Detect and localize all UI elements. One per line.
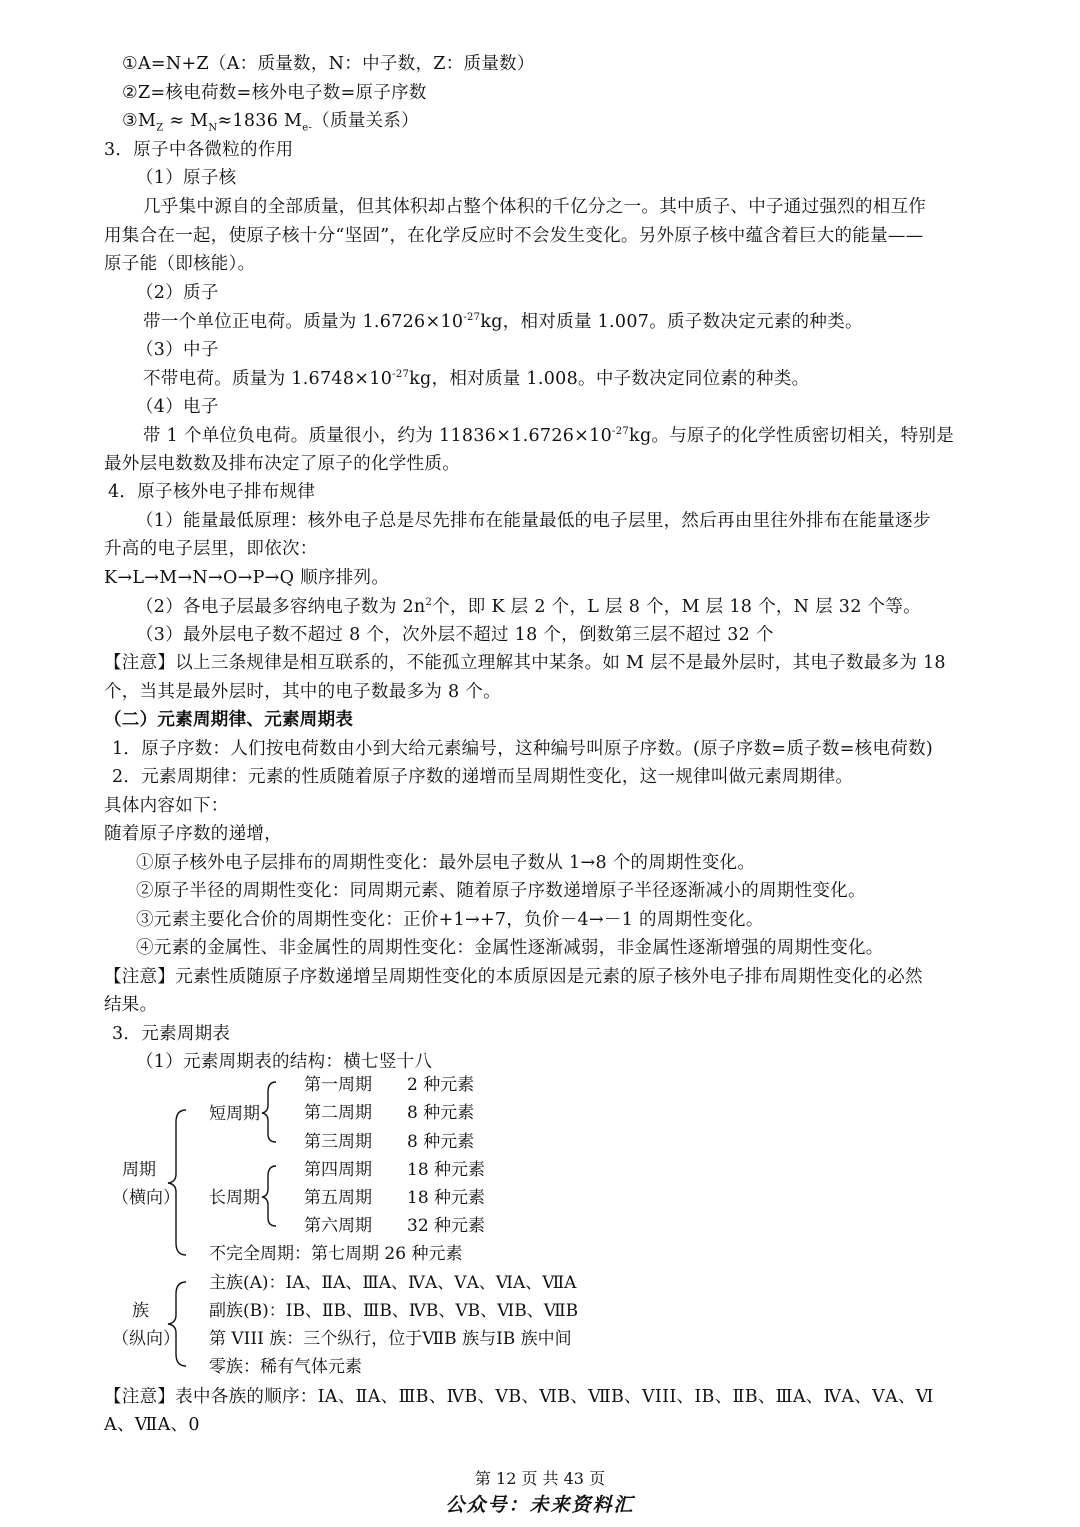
text-line: 几乎集中源自的全部质量，但其体积却占整个体积的千亿分之一。其中质子、中子通过强烈的相互作 — [143, 197, 927, 217]
group-row: 第 VIII 族：三个纵行，位于ⅦB 族与ⅠB 族中间 — [209, 1329, 572, 1349]
text-span: 带 1 个单位负电荷。质量很小，约为 11836×1.6726×10 — [143, 425, 613, 446]
superscript: -27 — [463, 312, 481, 323]
period-label-sub: （横向） — [112, 1188, 180, 1208]
group-row: 主族(A)：ⅠA、ⅡA、ⅢA、ⅣA、ⅤA、ⅥA、ⅦA — [209, 1273, 577, 1293]
period-row-count: 32 种元素 — [407, 1216, 486, 1236]
text-line — [122, 113, 419, 134]
text-line: 随着原子序数的递增， — [104, 824, 282, 844]
period-label: 周期 — [122, 1160, 156, 1180]
note: 【注意】以上三条规律是相互联系的，不能孤立理解其中某条。如 M 层不是最外层时，其电子数最多为 18 — [104, 653, 946, 673]
subscript: N — [208, 122, 218, 134]
page-number: 第 12 页 共 43 页 — [474, 1469, 606, 1488]
period-row-count: 18 种元素 — [407, 1188, 486, 1208]
short-period-label: 短周期 — [209, 1104, 260, 1124]
period-row-name: 第二周期 — [304, 1103, 372, 1123]
text-span: ≈1836 M — [217, 111, 303, 131]
list-item: ④元素的金属性、非金属性的周期性变化：金属性逐渐减弱，非金属性逐渐增强的周期性变化。 — [136, 938, 884, 958]
long-period-label: 长周期 — [209, 1188, 260, 1208]
text-line: 结果。 — [104, 995, 158, 1015]
period-row-count: 8 种元素 — [407, 1103, 475, 1123]
text-line: K→L→M→N→O→P→Q 顺序排列。 — [104, 568, 390, 588]
list-item: ②原子半径的周期性变化：同周期元素、随着原子序数递增原子半径逐渐减小的周期性变化。 — [136, 881, 866, 901]
text-span: kg，相对质量 1.008。中子数决定同位素的种类。 — [409, 368, 810, 389]
watermark: 公众号：未来资料汇 — [445, 1494, 635, 1516]
subheading: （1）元素周期表的结构：横七竖十八 — [136, 1052, 433, 1072]
text-line: 用集合在一起，使原子核十分“坚固”，在化学反应时不会发生变化。另外原子核中蕴含着巨大的能量—— — [104, 226, 924, 246]
text-line: 升高的电子层里，即依次： — [104, 539, 318, 559]
text-span: ≈ M — [163, 111, 209, 131]
subscript: Z — [156, 122, 164, 134]
superscript: 2 — [425, 597, 433, 608]
text-span: ③M — [122, 111, 157, 131]
long-period-brace — [262, 1166, 276, 1226]
section-heading: 3．元素周期表 — [112, 1024, 231, 1044]
text-line — [143, 313, 863, 331]
period-row-name: 第五周期 — [304, 1188, 372, 1208]
text-line — [143, 427, 954, 445]
list-item: ①原子核外电子层排布的周期性变化：最外层电子数从 1→8 个的周期性变化。 — [136, 853, 756, 873]
text-line: ①A=N+Z（A：质量数，N：中子数，Z：质量数） — [122, 54, 535, 74]
subheading: （1）原子核 — [136, 168, 237, 188]
text-span: （2）各电子层最多容纳电子数为 2n — [136, 596, 426, 617]
note: 【注意】表中各族的顺序：ⅠA、ⅡA、ⅢB、ⅣB、ⅤB、ⅥB、ⅦB、VIII、ⅠB、ⅡB、ⅢA、ⅣA、ⅤA、Ⅵ — [104, 1387, 934, 1407]
section-heading: 3．原子中各微粒的作用 — [104, 140, 294, 160]
text-line: 2．元素周期律：元素的性质随着原子序数的递增而呈周期性变化，这一规律叫做元素周期律。 — [112, 767, 854, 787]
period-row-name: 第四周期 — [304, 1160, 372, 1180]
text-line: ②Z=核电荷数=核外电子数=原子序数 — [122, 83, 427, 103]
section-heading: （二）元素周期律、元素周期表 — [104, 710, 354, 730]
subheading: （2）质子 — [136, 283, 219, 303]
text-line: 具体内容如下： — [104, 796, 229, 816]
section-heading: 4．原子核外电子排布规律 — [108, 482, 316, 502]
group-label: 族 — [132, 1301, 149, 1321]
period-row-name: 第六周期 — [304, 1216, 372, 1236]
period-row-count: 8 种元素 — [407, 1132, 475, 1152]
short-period-brace — [262, 1082, 276, 1142]
period-row-name: 第一周期 — [304, 1075, 372, 1095]
list-item: ③元素主要化合价的周期性变化：正价+1→+7，负价－4→－1 的周期性变化。 — [136, 910, 764, 930]
text-span: 带一个单位正电荷。质量为 1.6726×10 — [143, 311, 464, 332]
group-brace — [168, 1282, 186, 1366]
superscript: -27 — [612, 426, 630, 437]
text-span: 不带电荷。质量为 1.6748×10 — [143, 368, 393, 389]
incomplete-period: 不完全周期：第七周期 26 种元素 — [209, 1244, 463, 1264]
text-span: （质量关系） — [312, 111, 419, 131]
subheading: （3）中子 — [136, 340, 219, 360]
group-label-sub: （纵向） — [112, 1329, 180, 1349]
text-span: kg。与原子的化学性质密切相关，特别是 — [629, 425, 955, 446]
text-line: 原子能（即核能）。 — [104, 254, 256, 274]
period-brace — [168, 1110, 186, 1255]
subheading: （4）电子 — [136, 397, 219, 417]
group-row: 零族：稀有气体元素 — [209, 1357, 362, 1377]
text-line — [136, 598, 921, 616]
period-row-count: 2 种元素 — [407, 1075, 475, 1095]
text-line: 最外层电数数及排布决定了原子的化学性质。 — [104, 454, 460, 474]
text-line: 个，当其是最外层时，其中的电子数最多为 8 个。 — [104, 682, 501, 702]
period-row-count: 18 种元素 — [407, 1160, 486, 1180]
group-row: 副族(B)：ⅠB、ⅡB、ⅢB、ⅣB、ⅤB、ⅥB、ⅦB — [209, 1301, 579, 1321]
text-line: （1）能量最低原理：核外电子总是尽先排布在能量最低的电子层里，然后再由里往外排布在能量逐步 — [136, 511, 931, 531]
text-span: kg，相对质量 1.007。质子数决定元素的种类。 — [480, 311, 863, 332]
subscript: e- — [302, 122, 313, 134]
period-row-name: 第三周期 — [304, 1132, 372, 1152]
text-line — [143, 370, 809, 388]
text-line: 1．原子序数：人们按电荷数由小到大给元素编号，这种编号叫原子序数。(原子序数=质子数=核电荷数) — [112, 739, 934, 759]
text-span: 个，即 K 层 2 个，L 层 8 个，M 层 18 个，N 层 32 个等。 — [432, 596, 921, 617]
text-line: A、ⅦA、0 — [104, 1415, 200, 1435]
superscript: -27 — [392, 369, 410, 380]
text-line: （3）最外层电子数不超过 8 个，次外层不超过 18 个，倒数第三层不超过 32 个 — [136, 625, 774, 645]
note: 【注意】元素性质随原子序数递增呈周期性变化的本质原因是元素的原子核外电子排布周期性变化的必然 — [104, 967, 923, 987]
